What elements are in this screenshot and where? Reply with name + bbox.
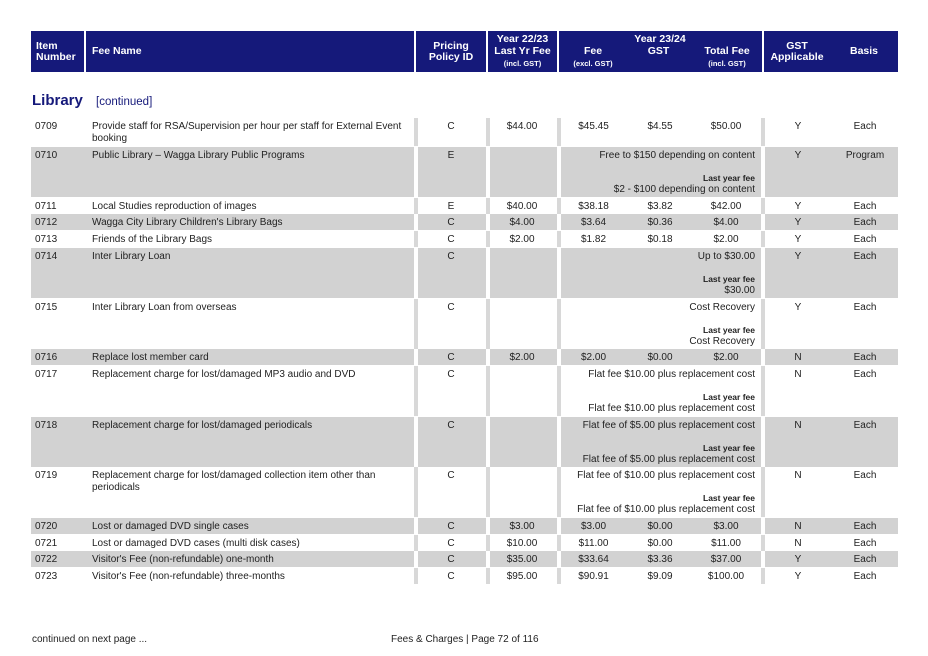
- pricing-policy-id: C: [447, 521, 455, 532]
- item-number: 0717: [35, 369, 58, 380]
- total-fee: $2.00: [713, 234, 739, 245]
- pricing-policy-id: C: [447, 352, 455, 363]
- last-year-fee-note: Flat fee of $5.00 plus replacement cost: [582, 454, 755, 465]
- header-total-fee: Total Fee (incl. GST): [704, 45, 750, 68]
- pricing-policy-id: C: [447, 470, 455, 481]
- basis: Each: [853, 352, 877, 363]
- item-number: 0716: [35, 352, 58, 363]
- last-year-fee-label: Last year fee: [703, 493, 755, 503]
- gst-amount: $0.00: [647, 521, 673, 532]
- item-number: 0710: [35, 150, 58, 161]
- gst-amount: $0.36: [647, 217, 673, 228]
- last-year-fee-note: $30.00: [724, 285, 755, 296]
- table-row: [31, 214, 898, 230]
- pricing-policy-id: C: [447, 538, 455, 549]
- last-year-fee-note: $2 - $100 depending on content: [613, 184, 755, 195]
- last-year-fee: $35.00: [506, 554, 538, 565]
- basis: Each: [853, 538, 877, 549]
- table-row: [31, 535, 898, 551]
- gst-applicable: N: [794, 521, 802, 532]
- item-number: 0719: [35, 470, 58, 481]
- last-year-fee-label: Last year fee: [703, 274, 755, 284]
- item-number: 0718: [35, 420, 58, 431]
- gst-applicable: N: [794, 538, 802, 549]
- gst-applicable: Y: [794, 150, 802, 161]
- fee-excl-gst: $38.18: [578, 201, 609, 212]
- pricing-policy-id: C: [447, 571, 455, 582]
- basis: Each: [853, 470, 877, 481]
- total-fee: $11.00: [711, 538, 741, 549]
- fee-note: Cost Recovery: [689, 302, 755, 313]
- gst-applicable: N: [794, 369, 802, 380]
- item-number: 0711: [35, 201, 57, 212]
- basis: Each: [853, 521, 877, 532]
- last-year-fee: $44.00: [506, 121, 538, 132]
- gst-amount: $3.82: [647, 201, 673, 212]
- pricing-policy-id: E: [447, 150, 455, 161]
- basis: Each: [853, 571, 877, 582]
- fee-excl-gst: $33.64: [578, 554, 609, 565]
- header-year-prev: Year 22/23 Last Yr Fee (incl. GST): [494, 33, 551, 68]
- gst-applicable: N: [794, 420, 802, 431]
- item-number: 0715: [35, 302, 58, 313]
- item-number: 0722: [35, 554, 58, 565]
- fee-excl-gst: $11.00: [578, 538, 609, 549]
- total-fee: $4.00: [713, 217, 739, 228]
- last-year-fee-label: Last year fee: [703, 325, 755, 335]
- table-row: [31, 198, 898, 214]
- last-year-fee: $4.00: [509, 217, 535, 228]
- last-year-fee-label: Last year fee: [703, 173, 755, 183]
- last-year-fee: $2.00: [509, 352, 535, 363]
- last-year-fee: $3.00: [509, 521, 535, 532]
- gst-applicable: Y: [794, 251, 802, 262]
- item-number: 0712: [35, 217, 58, 228]
- table-row: [31, 118, 898, 146]
- fee-name: Lost or damaged DVD single cases: [92, 521, 249, 532]
- gst-applicable: Y: [794, 201, 802, 212]
- section-title: Library: [32, 92, 83, 109]
- table-row: [31, 366, 898, 416]
- gst-applicable: Y: [794, 302, 802, 313]
- header-item-number: Item Number: [36, 40, 76, 63]
- column-separator: [486, 467, 490, 517]
- basis: Each: [853, 554, 877, 565]
- column-separator: [486, 417, 490, 467]
- pricing-policy-id: C: [447, 251, 455, 262]
- pricing-policy-id: C: [447, 369, 455, 380]
- fee-note: Free to $150 depending on content: [599, 150, 755, 161]
- basis: Each: [853, 251, 877, 262]
- table-row: [31, 467, 898, 517]
- gst-applicable: Y: [794, 217, 802, 228]
- last-year-fee: $10.00: [506, 538, 538, 549]
- column-separator: [486, 366, 490, 416]
- total-fee: $3.00: [713, 521, 739, 532]
- basis: Each: [853, 302, 877, 313]
- gst-amount: $0.00: [647, 352, 673, 363]
- fee-excl-gst: $3.64: [580, 217, 607, 228]
- item-number: 0723: [35, 571, 58, 582]
- pricing-policy-id: C: [447, 234, 455, 245]
- basis: Each: [853, 420, 877, 431]
- header-basis: Basis: [849, 45, 879, 57]
- fee-note: Flat fee of $5.00 plus replacement cost: [582, 420, 755, 431]
- pricing-policy-id: C: [447, 121, 455, 132]
- table-row: [31, 518, 898, 534]
- fee-note: Up to $30.00: [697, 251, 755, 262]
- header-fee-name: Fee Name: [92, 45, 142, 57]
- header-gst-applicable: GST Applicable: [770, 40, 824, 63]
- last-year-fee-note: Cost Recovery: [689, 336, 755, 347]
- total-fee: $2.00: [713, 352, 739, 363]
- gst-applicable: Y: [794, 554, 802, 565]
- fee-name: Replace lost member card: [92, 352, 209, 363]
- fee-name: Inter Library Loan: [92, 251, 171, 262]
- fee-note: Flat fee of $10.00 plus replacement cost: [577, 470, 755, 481]
- last-year-fee: $2.00: [509, 234, 535, 245]
- column-separator: [486, 248, 490, 298]
- basis: Each: [853, 121, 877, 132]
- item-number: 0721: [35, 538, 58, 549]
- total-fee: $50.00: [710, 121, 742, 132]
- header-gst: GST: [647, 45, 670, 57]
- gst-amount: $0.00: [647, 538, 673, 549]
- fee-excl-gst: $3.00: [580, 521, 607, 532]
- fee-note: Flat fee $10.00 plus replacement cost: [588, 369, 755, 380]
- total-fee: $37.00: [710, 554, 742, 565]
- gst-amount: $4.55: [647, 121, 673, 132]
- fee-name: Provide staff for RSA/Supervision per hour per staff for External Event booking: [92, 121, 402, 144]
- fee-name: Wagga City Library Children's Library Bags: [92, 217, 283, 228]
- fee-name: Lost or damaged DVD cases (multi disk cases): [92, 538, 300, 549]
- fee-excl-gst: $45.45: [578, 121, 609, 132]
- header-pricing-policy: Pricing Policy ID: [428, 40, 474, 63]
- gst-applicable: Y: [794, 571, 802, 582]
- last-year-fee-note: Flat fee of $10.00 plus replacement cost: [577, 504, 755, 515]
- fee-name: Visitor's Fee (non-refundable) one-month: [92, 554, 274, 565]
- gst-amount: $9.09: [647, 571, 673, 582]
- gst-amount: $3.36: [647, 554, 673, 565]
- item-number: 0714: [35, 251, 58, 262]
- pricing-policy-id: E: [447, 201, 455, 212]
- gst-applicable: Y: [794, 234, 802, 245]
- fee-name: Replacement charge for lost/damaged collection item other than periodicals: [92, 470, 376, 493]
- basis: Each: [853, 201, 877, 212]
- fee-name: Replacement charge for lost/damaged periodicals: [92, 420, 313, 431]
- table-row: [31, 299, 898, 349]
- fee-excl-gst: $90.91: [578, 571, 609, 582]
- table-row: [31, 417, 898, 467]
- gst-amount: $0.18: [647, 234, 673, 245]
- header-year-curr: Year 23/24: [634, 33, 686, 45]
- fee-name: Replacement charge for lost/damaged MP3 audio and DVD: [92, 369, 356, 380]
- gst-applicable: N: [794, 470, 802, 481]
- total-fee: $42.00: [710, 201, 742, 212]
- pricing-policy-id: C: [447, 554, 455, 565]
- last-year-fee-note: Flat fee $10.00 plus replacement cost: [588, 403, 755, 414]
- basis: Program: [845, 150, 885, 161]
- gst-applicable: N: [794, 352, 802, 363]
- header-fee: Fee (excl. GST): [573, 45, 613, 68]
- fee-excl-gst: $1.82: [580, 234, 607, 245]
- item-number: 0713: [35, 234, 58, 245]
- table-row: [31, 551, 898, 567]
- section-continued: [continued]: [96, 96, 153, 108]
- pricing-policy-id: C: [447, 420, 455, 431]
- table-row: [31, 248, 898, 298]
- table-row: [31, 231, 898, 247]
- column-separator: [486, 147, 490, 197]
- fee-name: Public Library – Wagga Library Public Programs: [92, 150, 305, 161]
- footer-continued: continued on next page ...: [32, 634, 148, 645]
- basis: Each: [853, 217, 877, 228]
- table-row: [31, 568, 898, 584]
- total-fee: $100.00: [707, 571, 745, 582]
- last-year-fee-label: Last year fee: [703, 392, 755, 402]
- fee-name: Local Studies reproduction of images: [92, 201, 257, 212]
- table-row: [31, 147, 898, 197]
- item-number: 0720: [35, 521, 58, 532]
- item-number: 0709: [35, 121, 58, 132]
- fee-excl-gst: $2.00: [580, 352, 607, 363]
- fee-name: Inter Library Loan from overseas: [92, 302, 237, 313]
- gst-applicable: Y: [794, 121, 802, 132]
- table-row: [31, 349, 898, 365]
- last-year-fee: $40.00: [506, 201, 538, 212]
- basis: Each: [853, 234, 877, 245]
- last-year-fee-label: Last year fee: [703, 443, 755, 453]
- pricing-policy-id: C: [447, 217, 455, 228]
- pricing-policy-id: C: [447, 302, 455, 313]
- column-separator: [486, 299, 490, 349]
- last-year-fee: $95.00: [506, 571, 538, 582]
- fee-name: Visitor's Fee (non-refundable) three-months: [92, 571, 285, 582]
- fee-name: Friends of the Library Bags: [92, 234, 213, 245]
- basis: Each: [853, 369, 877, 380]
- footer-page-number: Fees & Charges | Page 72 of 116: [391, 634, 539, 645]
